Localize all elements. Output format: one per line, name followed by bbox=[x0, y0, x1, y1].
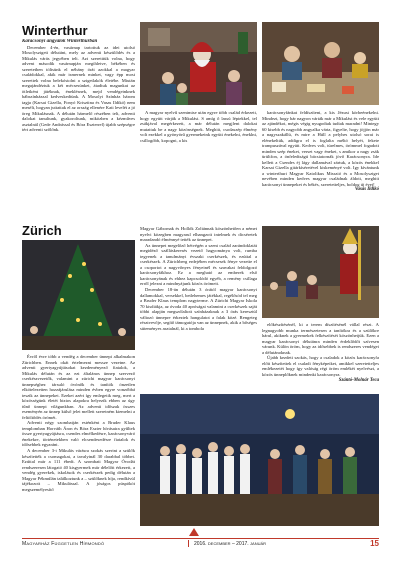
author-signature: Szántó-Molnár Teca bbox=[338, 377, 379, 383]
paragraph: Magyar Gábornak és Hollók Zoltánnak köszönhetően a német nyelvi közegben magyarul elhangzott intelmek és dicséretek maradandó élménnyé tették az ünnepet. bbox=[140, 226, 257, 242]
paragraph: Adventi négy szombatján esténként a Bruder Klaus templomban Horváth Áron és Bóra Eszter hívásaira gyűltek össze gyertyagyújtásra, csendes elmélkedésre, karácsonyváró énekekre, történetekben való elcsendesedésre fiatalok és idősebbek egyaránt. bbox=[22, 420, 135, 448]
winterthur-column-3 bbox=[262, 110, 379, 210]
footer-separator bbox=[188, 540, 189, 547]
winterthur-column-1 bbox=[22, 39, 135, 209]
paragraph: A december 3-i Mikulás várásra szokás szerint a szülők készítették a csomagokat, a tavalyinál 30 darabbal többet. Ezúttal már a 111 ébedt. A szombati Magyar Óvodát rendszeresen látogató 40 kisgyermek már délelőtt érkezett, a vendég gyerekek, iskolások és cserkészek pedig délután a Magyar Pékmúlán találkoztunk a – szülőknek híja, rendkívül tájékozott – Mikulással. A jóságos püspököt megszemélyesítő bbox=[22, 448, 135, 492]
paragraph: A magyar nyelvű szentmise után egyre több család érkezett, hogy együtt várják a Mikulást. S amíg õ lassú léptekkel, tel zsákjával megérkezett, a már délután megjlent dalokat mutattuk be a nagy közönségnek. Meghitt, csodaszép élmény volt ezekkel a gyönyörű gyermekeink együtt énekelni, éneklni, csillogóbb, kopogni, a kis bbox=[140, 110, 257, 143]
page-footer bbox=[22, 538, 379, 548]
author-signature: Vasas Ildikó bbox=[354, 187, 379, 193]
article-title-zurich: Zürich bbox=[22, 223, 62, 238]
magazine-logo-icon bbox=[189, 528, 199, 538]
winterthur-column-2 bbox=[140, 110, 257, 210]
paragraph: December 4-én, vasárnap tartottuk az idei utolsó Mosolyszigeti délutánt, mely az adventi készülődés és a Mikulás várás jegyében telt. Azt szeretttük volna, hogy advent második vasárnapján megihletve, békében és szeretetben töltsünk el néhány órát azokkal a magyar családokkal, akik már ismernek minket, vagy épp most szerettek volna belekóstolni a szigetlakók életébe. Miután megajándéztuk a két mécsesünket, átadtuk magunkat az ötletként játéknak, éneklésnek, mejd vendégeinknek bábszínházzal kedveskedtünk. A Mosolyi Színház három tagja (Karsai Gizella, Fonyó Krisztina és Vasas Ildikó) nem mesélt, hogyan juttattak el az ország ellenére Kati levelét a jó öreg Mikulásnak. A délután hármelő részében telt, adventi dalokat tanultunk, gyakoroltunk, miközben a kézműves asztalnál (Gede Andrással és Bóra Eszterrel) újabb szépségre tért adventi szőlőnk. bbox=[22, 44, 135, 133]
page-number: 15 bbox=[370, 539, 379, 548]
paragraph: December 18-án délután 3 órától magyar karácsonyi dallamokkal, versekkel, betlehemes játékkal, regélősöd tel meg a Bruder Klaus templom nagyterme. A Zürichi Magyar Iskola 70 kisdiákja, az óvoda 40 apróságai valamint a cserkészek saját többi alapján megszólaltott színházaknak a 3 órás keresztül változó ünnepre érkeztek hangulatot a falak közé. Rengeteg résztvevője, segítő támogatója van az ünnepnek, akik a bőséges süteményes asztalnál, ki a tombola bbox=[140, 287, 257, 331]
paragraph: Újabb kezdeti szokás, hogy a csaladok a közös karácsonyfa előtt készítettek el csaladi fényképeiket, amikkel szeretetteljes emlékezetét hogy így valóság régi öröm emlékét nyelvészt, a közös ünneplőknek mindenki karácsonyra. bbox=[262, 355, 379, 377]
zurich-column-2 bbox=[140, 226, 257, 388]
photo-christmas-tree-choir bbox=[22, 240, 135, 350]
article-title-winterthur: Winterthur bbox=[22, 23, 88, 38]
paragraph: Az ünnepet megelőző hétvégén a szent család zarándoklatát megidéző szálláskeresés vezető hagyománya volt, rumba tegyenek a tanulmányi évszaki cserkészek, és ezúttal a cserkészek. A Zürichberg erdejében mécsesek fénye vezette el a csoportot a nagyvőnyes fényeinél és szavakat feldolgozó karácsonyfákhoz. Ez a megható az emberek első karácsonyának és ehhez kapcsolódó egyéb, a remény csillaga erről jelezni a mindnyájunk közös örömeit. bbox=[140, 242, 257, 287]
zurich-column-1 bbox=[22, 354, 135, 532]
zurich-column-3 bbox=[262, 322, 379, 390]
article-subtitle: Karácsonyi angyalok Winterthurban bbox=[22, 39, 98, 44]
footer-issue: 2016. december – 2017. január bbox=[194, 541, 267, 547]
photo-mikulas-with-children bbox=[140, 22, 257, 105]
photo-craft-table bbox=[262, 22, 379, 105]
photo-saint-nicholas-stage bbox=[262, 226, 379, 318]
paragraph: karácsonyfánkat feldíszíteni, a kis Jézust körbeénekelni. Mindezt, hogy bár nagyon várták már a Mikulást és vele együtt az ajándékot, mégis végig nyugodtak tudtak maradni! Mintegy 60 kisebb és nagyobb angyalka várta, figyelte, hogy jöjjön már a nagyszakállú, és mire a Húll a pelyhes utolsó sorai is elénekeltük, addigra el is foglalta méltó helyét, fekete trampuszával együtt. Kedves volt, türelmes, örömmel fogadott minden szép éneket, verset vagy éneket, s amikor a nagy zsák ürültfon, a önfeledtságú bácsiatornák jövő Karácsonyra. Ide kellett a Csendes éj lágy dallamával zártuk, a közös énekkel Karsai Gizella gitárkíséretével kiskeményé volt. Igy kívántunk a winterthuri Magyar Katolikus Misszió és a Mosolysziget nevében minden kedves magyar családnak áldott, meghitt karácsonyi ünnepeket és békés, szeretetteljes, boldog új évet! bbox=[262, 110, 379, 187]
footer-publication: Magyarház Független Hírmondó bbox=[22, 541, 105, 547]
paragraph: Évről évre több a vendég a december ünnepi alkalmakon Zürichben. Ennek okát értelmezni messze vezetne. Az adventi gyertyagyújtásokat kezdeményező fiatalok, a Mikulás délután és az ezt általános ünnep szervező cserkészvezetők, valamint a zürichi magyar karácsonyi ünnepséghez társuló óvónők és tanítók önzetlen elkötelezetten hozzájárulása minden évben egyre vonzóbbá teszik az ünnepeket. Ezeket azért így emlegetik meg, mert a közösségünk életét biztos alapokra helyezik ebben az úgy tűnő ünnepi világunkban. Az adventi időszak összes eseményén az ünnep külső jelei mellett szeretném kiemelni a feltöltődés örömét. bbox=[22, 354, 135, 420]
paragraph: előkészítésénél, ki a terem díszítésénél vállal részt. A legnagyobb munka természetesen a tanítókra és a szülőkre hárul, akiknek a gyermekek felkészítését köszönhetjük. Ezen a magyar karácsonyi délutánra minden érdeklődőt szívesen várunk. Külön öröm, hogy az idősebbek is rendszeres vendégei a délutánoknak. bbox=[262, 322, 379, 355]
photo-nativity-play bbox=[140, 394, 379, 526]
